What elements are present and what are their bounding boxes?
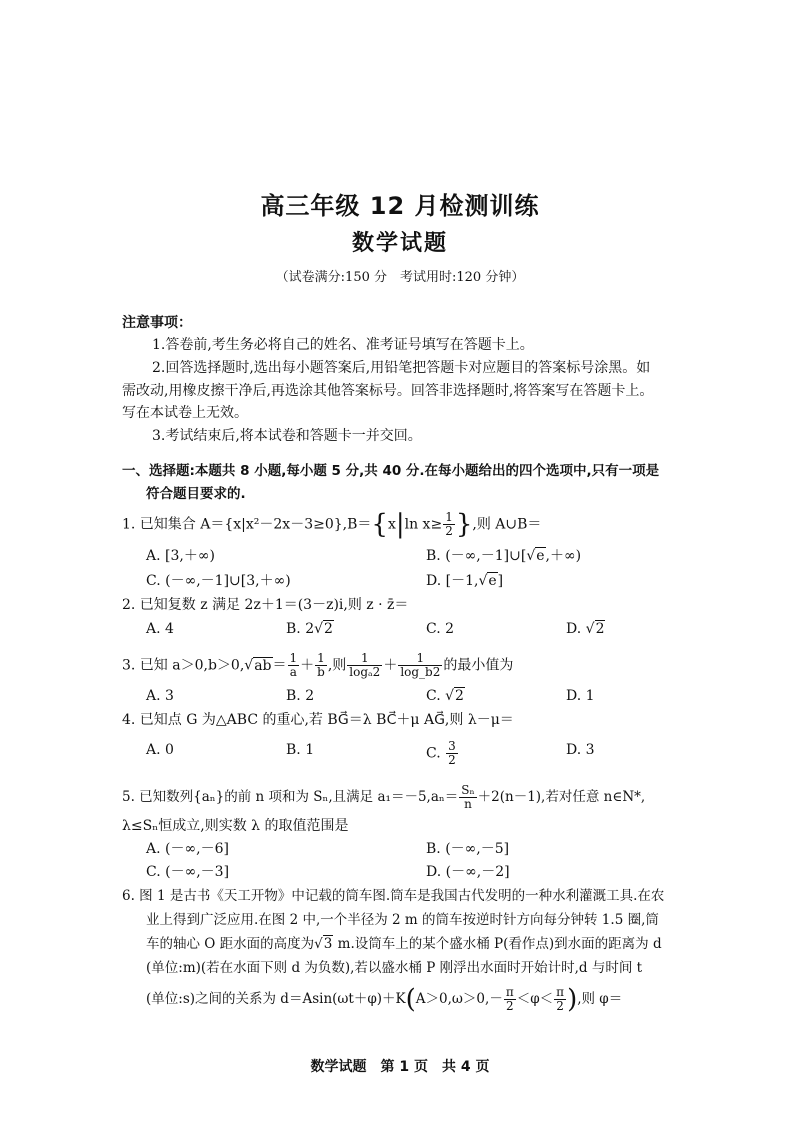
notice-item: 2.回答选择题时,选出每小题答案后,用铅笔把答题卡对应题目的答案标号涂黑。如	[152, 360, 651, 376]
question-1-option-c: C. (－∞,－1]∪[3,＋∞)	[146, 573, 291, 589]
question-6-stem-cont: (单位:s)之间的关系为 d＝Asin(ωt＋φ)＋K(A＞0,ω＞0,－ $\frac{\pi}{2}$ ＜φ＜ $\frac{\pi}{2}$ ),则 φ＝	[146, 984, 623, 1015]
notice-item: 写在本试卷上无效。	[122, 405, 248, 421]
question-6-stem-cont: (单位:m)(若在水面下则 d 为负数),若以盛水桶 P 刚浮出水面时开始计时,d 与时间 t	[146, 960, 643, 976]
question-2-option-b: B. 2√2	[286, 621, 333, 637]
notice-item: 需改动,用橡皮擦干净后,再选涂其他答案标号。回答非选择题时,将答案写在答题卡上。	[122, 383, 654, 399]
question-4-option-a: A. 0	[146, 742, 174, 758]
question-6-stem-cont: 车的轴心 O 距水面的高度为√3 m.设筒车上的某个盛水桶 P(看作点)到水面的距离为 d	[146, 936, 662, 952]
question-2-option-a: A. 4	[146, 621, 174, 637]
question-6-stem: 6. 图 1 是古书《天工开物》中记载的筒车图.筒车是我国古代发明的一种水利灌溉工具.在农	[122, 888, 665, 904]
question-5-option-c: C. (－∞,－3]	[146, 864, 230, 880]
question-5-option-d: D. (－∞,－2]	[426, 864, 510, 880]
question-3-option-a: A. 3	[146, 688, 174, 704]
question-3-option-c: C. √2	[426, 688, 464, 704]
question-5-option-b: B. (－∞,－5]	[426, 841, 510, 857]
question-4-option-d: D. 3	[566, 742, 595, 758]
question-5-option-a: A. (－∞,－6]	[146, 841, 229, 857]
section-heading-cont: 符合题目要求的.	[146, 486, 246, 502]
question-1-option-d: D. [－1,√e]	[426, 573, 504, 589]
page-footer: 数学试题 第 1 页 共 4 页	[310, 1059, 490, 1075]
question-4-option-c: C. $\frac{3}{2}$	[426, 739, 456, 767]
fraction: $\frac{1}{2}$	[445, 510, 453, 538]
notice-item: 3.考试结束后,将本试卷和答题卡一并交回。	[152, 428, 422, 444]
notice-heading: 注意事项：	[122, 315, 192, 331]
question-4-option-b: B. 1	[286, 742, 315, 758]
question-5-stem-cont: λ≤Sₙ恒成立,则实数 λ 的取值范围是	[122, 818, 349, 834]
section-heading: 一、选择题:本题共 8 小题,每小题 5 分,共 40 分.在每小题给出的四个选项中,只有一项是	[122, 463, 660, 479]
question-5-stem: 5. 已知数列{aₙ}的前 n 项和为 Sₙ,且满足 a₁＝－5,aₙ＝ $\frac{\text{Sₙ}}{n}$ ＋2(n－1),若对任意 n∈N*,	[122, 783, 646, 811]
notice-item: 1.答卷前,考生务必将自己的姓名、准考证号填写在答题卡上。	[152, 337, 534, 353]
question-2-stem: 2. 已知复数 z 满足 2z＋1＝(3－z)i,则 z · z̄＝	[122, 597, 409, 613]
subject-title: 数学试题	[351, 231, 448, 256]
question-4-stem: 4. 已知点 G 为△ABC 的重心,若 BG⃗＝λ BC⃗＋μ AG⃗,则 λ－μ＝	[122, 712, 514, 728]
question-2-option-d: D. √2	[566, 621, 605, 637]
exam-info: （试卷满分:150 分 考试用时:120 分钟）	[275, 270, 525, 285]
question-3-option-d: D. 1	[566, 688, 595, 704]
question-1-option-a: A. [3,＋∞)	[146, 548, 215, 564]
question-1-option-b: B. (－∞,－1]∪[√e,＋∞)	[426, 548, 582, 564]
question-2-option-c: C. 2	[426, 621, 455, 637]
exam-title: 高三年级 12 月检测训练	[260, 192, 540, 220]
question-6-stem-cont: 业上得到广泛应用.在图 2 中,一个半径为 2 m 的筒车按逆时针方向每分钟转 1.5 圈,筒	[146, 912, 659, 928]
question-1-stem: 1. 已知集合 A＝{x|x²－2x－3≥0},B＝{x|ln x≥ $\frac{1}{2}$ },则 A∪B＝	[122, 509, 542, 540]
question-3-option-b: B. 2	[286, 688, 315, 704]
question-3-stem: 3. 已知 a＞0,b＞0,√ab＝ $\frac{1}{a}$ ＋ $\frac{1}{b}$ ,则 $\frac{1}{\text{logₐ2}}$ ＋ $\frac{1}{\log\_b2}$ 的最小值为	[122, 651, 514, 679]
